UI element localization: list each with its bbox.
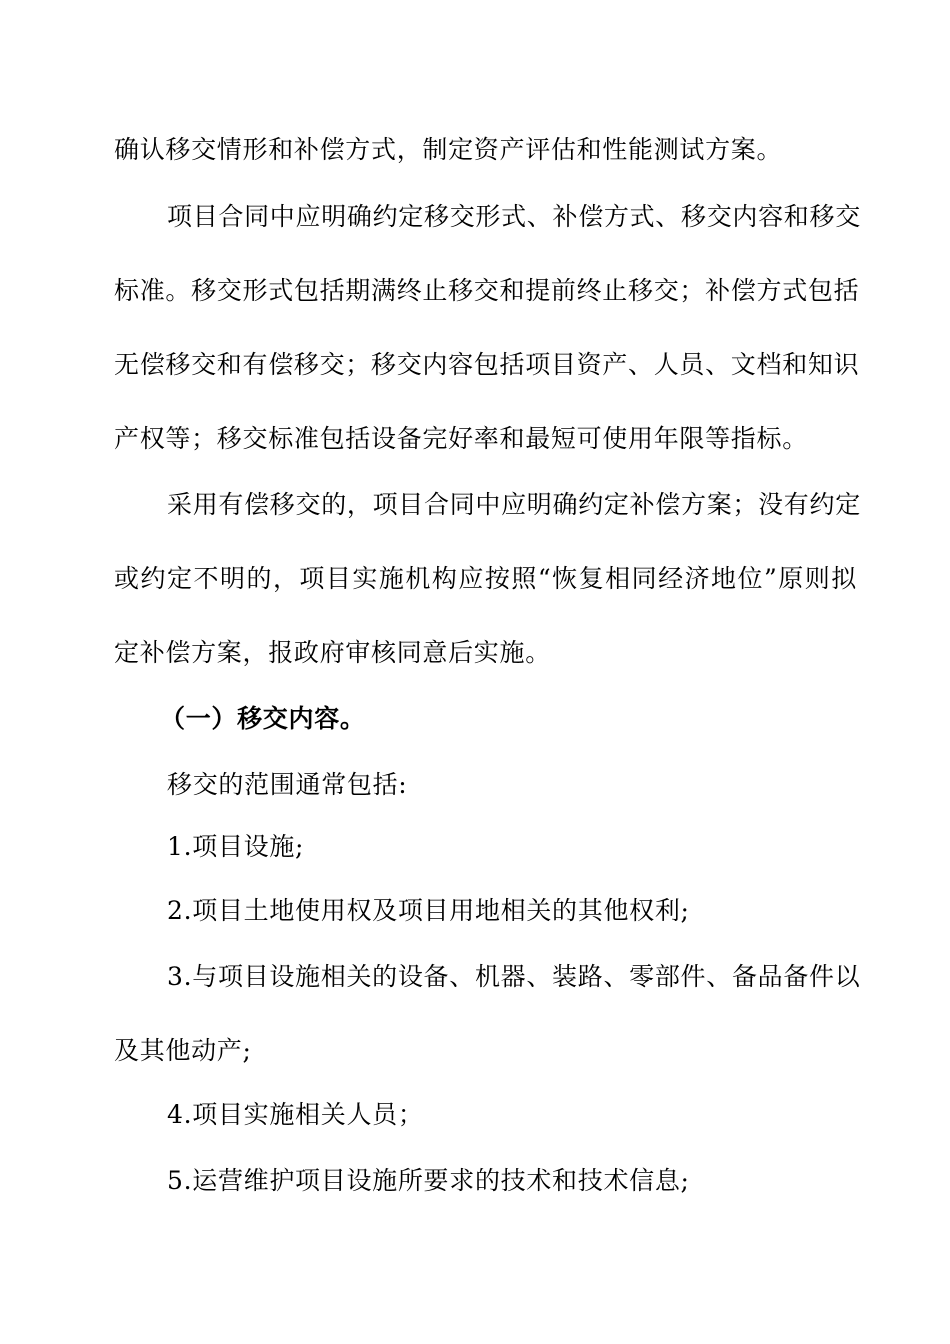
list-intro: 移交的范围通常包括: — [167, 770, 408, 799]
paragraph-line-1: 确认移交情形和补偿方式，制定资产评估和性能测试方案。 — [114, 135, 783, 164]
paragraph-line-2: 项目合同中应明确约定移交形式、补偿方式、移交内容和移交 — [167, 202, 861, 231]
paragraph-line-8: 定补偿方案，报政府审核同意后实施。 — [114, 638, 551, 667]
list-item-3-continued: 及其他动产; — [114, 1036, 252, 1065]
list-item-3: 3.与项目设施相关的设备、机器、装路、零部件、备品备件以 — [167, 962, 861, 991]
list-item-4: 4.项目实施相关人员； — [167, 1100, 424, 1129]
paragraph-line-6: 采用有偿移交的，项目合同中应明确约定补偿方案；没有约定 — [167, 490, 861, 519]
paragraph-line-7: 或约定不明的，项目实施机构应按照“恢复相同经济地位”原则拟 — [114, 564, 857, 593]
paragraph-line-4: 无偿移交和有偿移交；移交内容包括项目资产、人员、文档和知识 — [114, 350, 860, 379]
section-heading: （一）移交内容。 — [160, 704, 366, 733]
paragraph-line-3: 标准。移交形式包括期满终止移交和提前终止移交；补偿方式包括 — [114, 276, 860, 305]
list-item-2: 2.项目土地使用权及项目用地相关的其他权利; — [167, 896, 690, 925]
list-item-1: 1.项目设施; — [167, 832, 305, 861]
paragraph-line-5: 产权等；移交标准包括设备完好率和最短可使用年限等指标。 — [114, 424, 808, 453]
list-item-5: 5.运营维护项目设施所要求的技术和技术信息; — [167, 1166, 690, 1195]
